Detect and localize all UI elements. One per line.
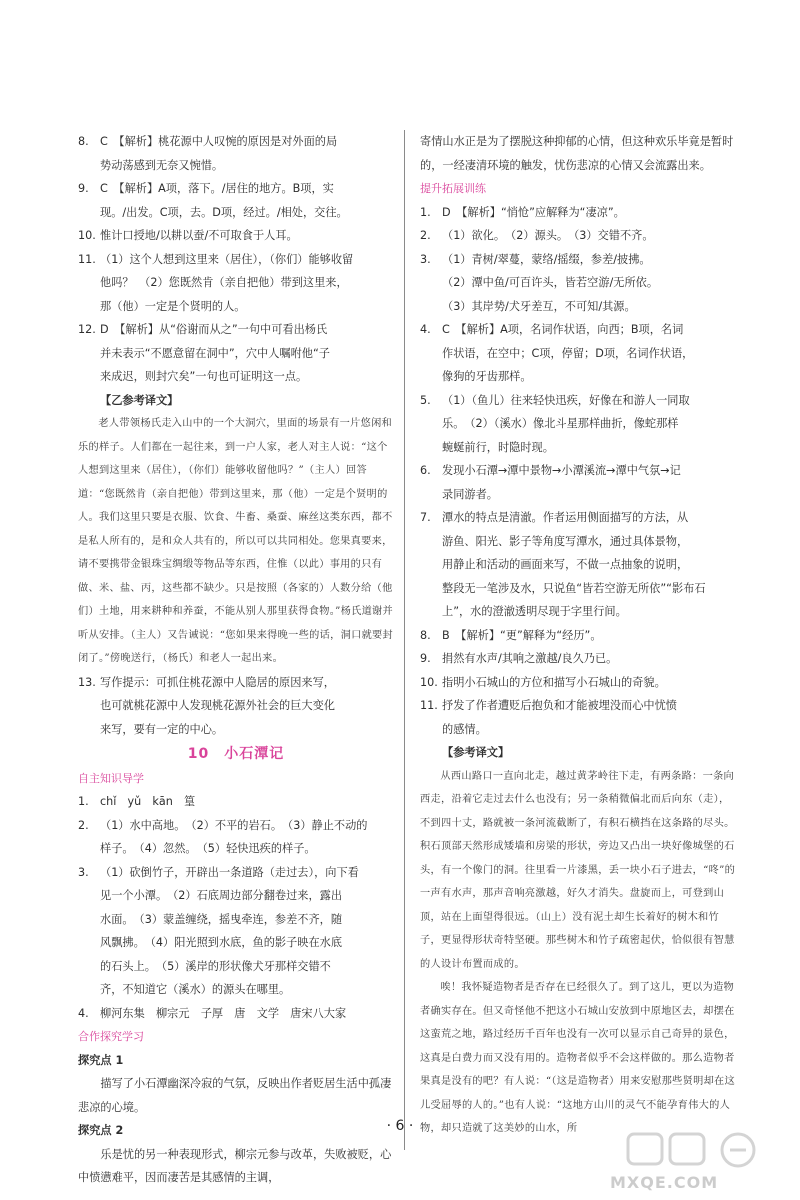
answer-item: 2. （1）欲化。 （2）源头。 （3）交错不齐。 — [420, 229, 654, 242]
answer-item: 4. 柳河东集 柳宗元 子厚 唐 文学 唐宋八大家 — [78, 1006, 347, 1020]
explore-title: 探究点 1 — [78, 1053, 124, 1067]
translation-title: 【参考译文】 — [442, 746, 510, 759]
answer-item: 7. 潭水的特点是清澈。作者运用侧面描写的方法，从 游鱼、阳光、影子等角度写潭水，通过具体景物， 用静止和活动的画面来写，不做一点抽象的说明， 整段无一笔涉及水，只说鱼“皆若空游无所依”“影布石 上”，水的澄澈透明尽现于字里行间。 — [420, 511, 706, 618]
left-column — [78, 130, 394, 1190]
answer-item: 3. （1）砍倒竹子，开辟出一条道路（走过去），向下看 见一个小潭。 （2）石底周边部分翻卷过来，露出 水面。 （3）蒙盖缠绕，摇曳牵连，参差不齐，随 风飘拂。 （4）阳光照到水底，鱼的影子映在水底 的石头上。 （5）溪岸的形状像犬牙那样交错不 齐，不知道它（溪水）的源头在哪里。 — [78, 865, 359, 996]
answer-item: 8. C 【解析】桃花源中人叹惋的原因是对外面的局 势动荡感到无奈又惋惜。 — [78, 135, 338, 172]
answer-item: 11. 抒发了作者遭贬后抱负和才能被埋没而心中忧愤 的感情。 【参考译文】 — [420, 694, 738, 765]
answer-item: 1. D 【解析】“悄怆”应解释为“凄凉”。 — [420, 205, 625, 219]
answer-item: 1. chǐ yǔ kān 篁 — [78, 795, 196, 808]
column-divider — [404, 130, 405, 1150]
section-heading: 合作探究学习 — [78, 1030, 144, 1043]
intro-paragraph: 寄情山水正是为了摆脱这种抑郁的心情，但这种欢乐毕竟是暂时的，一经凄清环境的触发，忧伤悲凉的心情又会流露出来。 — [420, 135, 734, 172]
right-column — [420, 130, 738, 1141]
answer-item: 4. C 【解析】A项，名词作状语，向西；B项，名词 作状语，在空中；C项，停留；D项，名词作状语， 像狗的牙齿那样。 — [420, 323, 694, 383]
answer-item: 3. （1）青树/翠蔓，蒙络/摇缀，参差/披拂。 （2）潭中鱼/可百许头，皆若空游/无所依。 （3）其岸势/犬牙差互，不可知/其源。 — [420, 252, 659, 313]
answer-item: 6. 发现小石潭→潭中景物→小潭溪流→潭中气氛→记 录同游者。 — [420, 464, 681, 501]
page-number: · 6 · — [386, 1118, 414, 1134]
chapter-title: 10 小石潭记 — [187, 746, 285, 762]
explore-text: 乐是忧的另一种表现形式，柳宗元参与改革，失败被贬，心中愤懑难平，因而凄苦是其感情的主调， — [78, 1147, 392, 1184]
answer-item: 2. （1）水中高地。 （2）不平的岩石。 （3）静止不动的 样子。 （4）忽然。 （5）轻快迅疾的样子。 — [78, 818, 368, 855]
explore-title: 探究点 2 — [78, 1124, 124, 1137]
explore-text: 描写了小石潭幽深冷寂的气氛，反映出作者贬居生活中孤凄悲凉的心境。 — [78, 1077, 392, 1114]
answer-item: 13. 写作提示：可抓住桃花源中人隐居的原因来写， 也可就桃花源中人发现桃花源外社会的巨大变化 来写，要有一定的中心。 — [78, 675, 335, 736]
answer-item: 11. （1）这个人想到这里来（居住），（你们）能够收留 他吗？ （2）您既然肯（亲自把他）带到这里来， 那（他）一定是个贤明的人。 — [78, 252, 354, 313]
translation-title: 【乙参考译文】 — [100, 393, 179, 407]
translation-text: 老人带领杨氏走入山中的一个大洞穴，里面的场景有一片悠闲和乐的样子。人们都在一起往来，到一户人家，老人对主人说：“这个人想到这里来（居住），（你们）能够收留他吗？”（主人）回答道：“您既然肯（亲自把他）带到这里来，那（他）一定是个贤明的人。我们这里只要是衣服、饮食、牛畜、桑蚕、麻丝这类东西，都不是私人所有的，是和众人共有的，所以可以共同相处。您果真要来，请不要携带金银珠宝绸缎等物品等东西，住惟（以此）事用的只有做、米、盐、丙，这些都不缺少。只是按照（各家的）人数分给（他们）土地，用来耕种和养蚕，不能从别人那里获得食物。”杨氏道谢并听从安排。（主人）又告诫说：“您如果来得晚一些的话，洞口就要封闭了。”傍晚送行，（杨氏）和老人一起出来。 — [78, 418, 394, 664]
answer-item: 10. 惟计口授地/以耕以蚕/不可取食于人耳。 — [78, 229, 298, 242]
answer-item: 10. 指明小石城山的方位和描写小石城山的奇貌。 — [420, 675, 666, 689]
answer-item: 9. C 【解析】A项，落下。/居住的地方。B项，实 现。/出发。C项，去。D项，经过。/相处，交往。 — [78, 182, 348, 219]
answer-item: 12. D 【解析】从“俗谢而从之”一句中可看出杨氏 并未表示“不愿意留在洞中”，穴中人嘱咐他“子 来成迟，则封穴矣”一句也可证明这一点。 【乙参考译文】 — [78, 318, 394, 412]
section-heading: 自主知识导学 — [78, 771, 144, 785]
answer-item: 8. B 【解析】“更”解释为“经历”。 — [420, 628, 602, 642]
watermark-logo — [598, 1132, 788, 1194]
watermark-text: MXQE.COM — [610, 1173, 719, 1192]
section-heading: 提升拓展训练 — [420, 182, 486, 195]
translation-text: 从西山路口一直向北走，越过黄茅岭往下走，有两条路：一条向西走，沿着它走过去什么也没有；另一条稍微偏北而后向东（走），不到四十丈，路就被一条河流截断了，有积石横挡在这条路的尽头。积石顶部天然形成矮墙和房梁的形状，旁边又凸出一块好像城堡的石头，有一个像门的洞。往里看一片漆黑，丢一块小石子进去，“咚”的一声有水声，那声音响亮激越，好久才消失。盘旋而上，可登到山顶，站在上面望得很远。（山上）没有泥土却生长着好的树木和竹子，更显得形状奇特坚硬。那些树木和竹子疏密起伏，恰似很有智慧的人设计布置而成的。 唉！我怀疑造物者是否存在已经很久了。到了这儿，更以为造物者确实存在。但又奇怪他不把这小石城山安放到中原地区去，却摆在这蛮荒之地，路过经历千百年也没有一次可以显示自己奇异的景色，这真是白费力而又没有用的。造物者似乎不会这样做的。那么造物者果真是没有的吧？有人说：“（这是造物者）用来安慰那些贤明却在这儿受屈辱的人的。”也有人说：“这地方山川的灵气不能孕育伟大的人物，却只造就了这美妙的山水，所 — [420, 770, 736, 1134]
answer-item: 5. （1）（鱼儿）往来轻快迅疾，好像在和游人一同取 乐。 （2）（溪水）像北斗星那样曲折，像蛇那样 蜿蜒前行，时隐时现。 — [420, 393, 690, 454]
answer-item: 9. 捐然有水声/其响之激越/良久乃已。 — [420, 652, 618, 665]
